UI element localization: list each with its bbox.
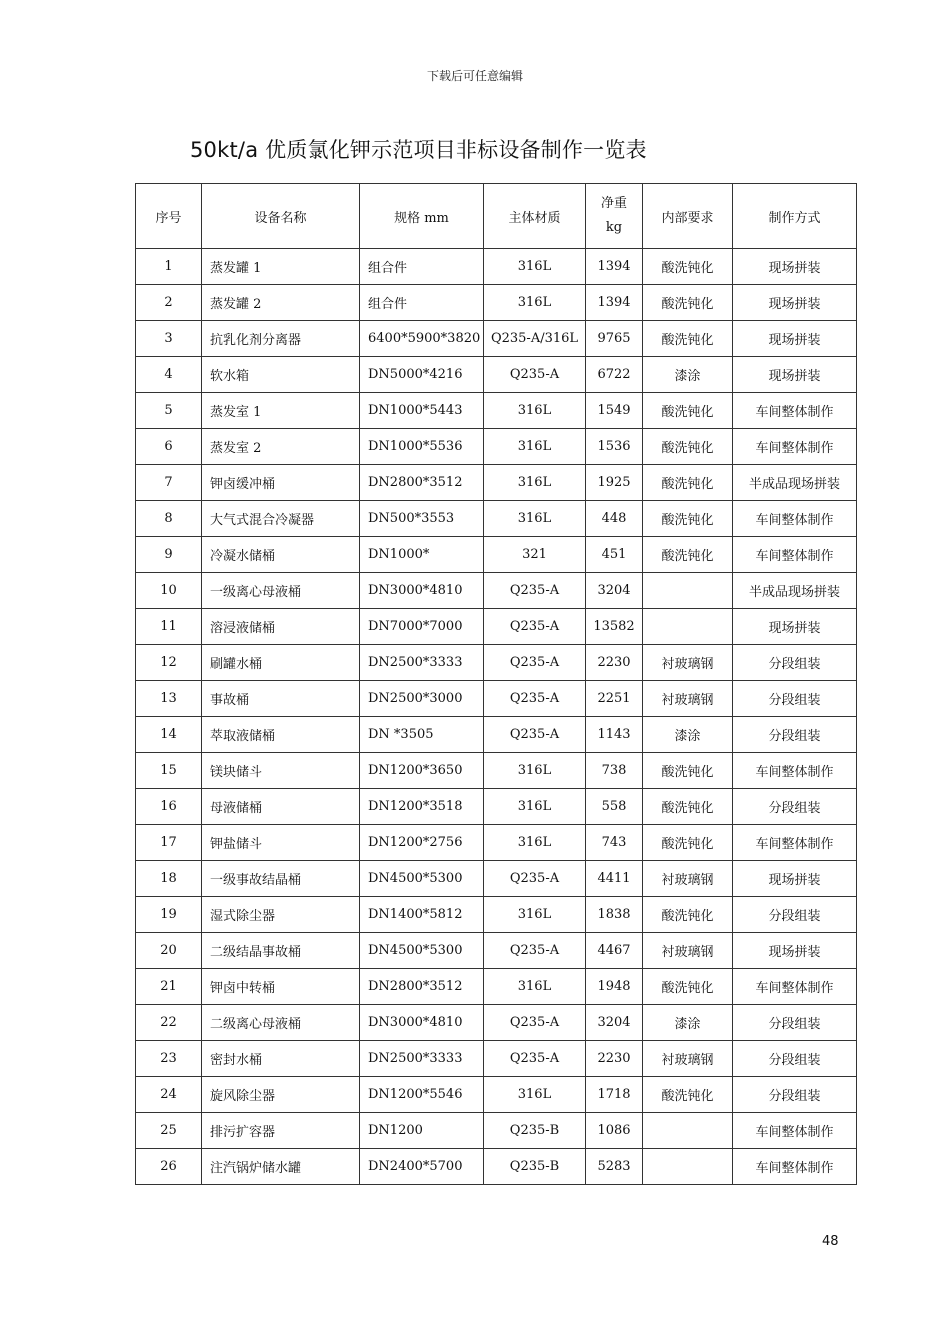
table-row [136, 285, 857, 321]
col-header-internal: 内部要求 [643, 184, 733, 249]
table-header-row [136, 184, 857, 249]
table-row [136, 429, 857, 465]
cell-material: 316L [484, 789, 586, 825]
cell-internal [643, 573, 733, 609]
cell-weight: 1394 [586, 285, 643, 321]
col-header-material: 主体材质 [484, 184, 586, 249]
cell-internal: 漆涂 [643, 357, 733, 393]
cell-material: Q235-A [484, 861, 586, 897]
cell-index: 9 [136, 537, 202, 573]
cell-method: 车间整体制作 [733, 969, 857, 1005]
cell-material: 316L [484, 393, 586, 429]
cell-name: 事故桶 [202, 681, 360, 717]
cell-internal: 酸洗钝化 [643, 465, 733, 501]
cell-spec: DN2500*3333 [360, 1041, 484, 1077]
cell-material: Q235-A [484, 1005, 586, 1041]
cell-spec: DN2400*5700 [360, 1149, 484, 1185]
cell-spec: DN1200*5546 [360, 1077, 484, 1113]
cell-material: 316L [484, 285, 586, 321]
cell-index: 15 [136, 753, 202, 789]
cell-spec: DN1400*5812 [360, 897, 484, 933]
cell-material: Q235-A [484, 1041, 586, 1077]
cell-name: 密封水桶 [202, 1041, 360, 1077]
cell-weight: 2251 [586, 681, 643, 717]
cell-weight: 743 [586, 825, 643, 861]
cell-index: 6 [136, 429, 202, 465]
cell-weight: 1925 [586, 465, 643, 501]
cell-method: 半成品现场拼装 [733, 465, 857, 501]
cell-internal: 酸洗钝化 [643, 393, 733, 429]
cell-spec: DN1200 [360, 1113, 484, 1149]
cell-weight: 4467 [586, 933, 643, 969]
cell-index: 19 [136, 897, 202, 933]
cell-name: 钾卤缓冲桶 [202, 465, 360, 501]
cell-internal [643, 1149, 733, 1185]
cell-material: Q235-A [484, 933, 586, 969]
cell-spec: DN1200*2756 [360, 825, 484, 861]
cell-index: 23 [136, 1041, 202, 1077]
cell-weight: 4411 [586, 861, 643, 897]
cell-spec: DN2500*3333 [360, 645, 484, 681]
cell-method: 车间整体制作 [733, 501, 857, 537]
table-row [136, 1077, 857, 1113]
cell-index: 14 [136, 717, 202, 753]
cell-spec: DN1200*3518 [360, 789, 484, 825]
cell-method: 分段组装 [733, 681, 857, 717]
table-row [136, 861, 857, 897]
cell-internal: 酸洗钝化 [643, 321, 733, 357]
equipment-table [135, 183, 857, 1185]
cell-method: 分段组装 [733, 645, 857, 681]
table-row [136, 897, 857, 933]
cell-spec: DN1000* [360, 537, 484, 573]
cell-name: 抗乳化剂分离器 [202, 321, 360, 357]
cell-index: 3 [136, 321, 202, 357]
cell-internal: 酸洗钝化 [643, 897, 733, 933]
cell-material: Q235-A [484, 681, 586, 717]
cell-name: 蒸发罐 1 [202, 249, 360, 285]
cell-internal: 衬玻璃钢 [643, 1041, 733, 1077]
cell-material: Q235-B [484, 1113, 586, 1149]
cell-weight: 1718 [586, 1077, 643, 1113]
cell-material: 316L [484, 825, 586, 861]
cell-spec: DN *3505 [360, 717, 484, 753]
cell-name: 二级离心母液桶 [202, 1005, 360, 1041]
cell-name: 大气式混合冷凝器 [202, 501, 360, 537]
cell-spec: DN3000*4810 [360, 1005, 484, 1041]
cell-name: 蒸发室 1 [202, 393, 360, 429]
cell-material: 316L [484, 1077, 586, 1113]
cell-method: 分段组装 [733, 897, 857, 933]
cell-index: 4 [136, 357, 202, 393]
cell-name: 蒸发罐 2 [202, 285, 360, 321]
table-row [136, 501, 857, 537]
cell-method: 分段组装 [733, 789, 857, 825]
cell-name: 冷凝水储桶 [202, 537, 360, 573]
cell-internal: 酸洗钝化 [643, 537, 733, 573]
cell-internal: 酸洗钝化 [643, 789, 733, 825]
cell-material: 316L [484, 501, 586, 537]
table-row [136, 573, 857, 609]
cell-spec: DN5000*4216 [360, 357, 484, 393]
cell-name: 蒸发室 2 [202, 429, 360, 465]
cell-internal: 酸洗钝化 [643, 429, 733, 465]
col-header-name: 设备名称 [202, 184, 360, 249]
cell-internal: 衬玻璃钢 [643, 681, 733, 717]
cell-method: 分段组装 [733, 1005, 857, 1041]
cell-material: 316L [484, 249, 586, 285]
table-row [136, 1041, 857, 1077]
col-header-weight: 净重 kg [586, 184, 643, 249]
cell-method: 现场拼装 [733, 285, 857, 321]
cell-internal: 酸洗钝化 [643, 825, 733, 861]
cell-index: 13 [136, 681, 202, 717]
table-row [136, 1005, 857, 1041]
cell-method: 车间整体制作 [733, 537, 857, 573]
cell-weight: 738 [586, 753, 643, 789]
cell-index: 10 [136, 573, 202, 609]
cell-material: 316L [484, 969, 586, 1005]
table-row [136, 969, 857, 1005]
cell-index: 22 [136, 1005, 202, 1041]
cell-index: 8 [136, 501, 202, 537]
cell-weight: 1536 [586, 429, 643, 465]
table-row [136, 1113, 857, 1149]
cell-index: 21 [136, 969, 202, 1005]
cell-method: 车间整体制作 [733, 429, 857, 465]
cell-spec: DN1000*5443 [360, 393, 484, 429]
document-title: 50kt/a 优质氯化钾示范项目非标设备制作一览表 [190, 138, 647, 162]
table-row [136, 645, 857, 681]
table-row [136, 465, 857, 501]
cell-name: 溶浸液储桶 [202, 609, 360, 645]
cell-index: 25 [136, 1113, 202, 1149]
cell-weight: 6722 [586, 357, 643, 393]
cell-index: 1 [136, 249, 202, 285]
table-row [136, 537, 857, 573]
cell-method: 现场拼装 [733, 321, 857, 357]
cell-weight: 1838 [586, 897, 643, 933]
cell-material: Q235-A [484, 573, 586, 609]
cell-name: 钾卤中转桶 [202, 969, 360, 1005]
cell-spec: DN500*3553 [360, 501, 484, 537]
cell-weight: 1549 [586, 393, 643, 429]
cell-index: 7 [136, 465, 202, 501]
table-row [136, 789, 857, 825]
cell-method: 车间整体制作 [733, 825, 857, 861]
col-header-spec: 规格 mm [360, 184, 484, 249]
cell-method: 车间整体制作 [733, 753, 857, 789]
cell-spec: 组合件 [360, 249, 484, 285]
cell-spec: DN4500*5300 [360, 861, 484, 897]
cell-name: 二级结晶事故桶 [202, 933, 360, 969]
cell-weight: 2230 [586, 1041, 643, 1077]
cell-method: 现场拼装 [733, 609, 857, 645]
cell-spec: DN2500*3000 [360, 681, 484, 717]
cell-index: 17 [136, 825, 202, 861]
cell-method: 分段组装 [733, 717, 857, 753]
cell-spec: DN1000*5536 [360, 429, 484, 465]
cell-spec: DN7000*7000 [360, 609, 484, 645]
table-row [136, 681, 857, 717]
cell-index: 2 [136, 285, 202, 321]
table-row [136, 249, 857, 285]
cell-internal [643, 609, 733, 645]
cell-index: 26 [136, 1149, 202, 1185]
cell-name: 一级离心母液桶 [202, 573, 360, 609]
cell-material: Q235-A [484, 609, 586, 645]
table-row [136, 825, 857, 861]
table-row [136, 1149, 857, 1185]
cell-index: 11 [136, 609, 202, 645]
cell-method: 现场拼装 [733, 861, 857, 897]
cell-index: 16 [136, 789, 202, 825]
cell-internal: 酸洗钝化 [643, 249, 733, 285]
cell-name: 母液储桶 [202, 789, 360, 825]
cell-material: 316L [484, 753, 586, 789]
cell-internal: 漆涂 [643, 717, 733, 753]
cell-name: 软水箱 [202, 357, 360, 393]
cell-internal: 酸洗钝化 [643, 1077, 733, 1113]
cell-weight: 451 [586, 537, 643, 573]
cell-index: 18 [136, 861, 202, 897]
cell-method: 车间整体制作 [733, 1113, 857, 1149]
cell-spec: 6400*5900*3820 [360, 321, 484, 357]
cell-material: Q235-A/316L [484, 321, 586, 357]
page-number: 48 [822, 1234, 839, 1249]
cell-weight: 9765 [586, 321, 643, 357]
cell-material: 321 [484, 537, 586, 573]
table-row [136, 609, 857, 645]
cell-material: Q235-A [484, 717, 586, 753]
table-row [136, 753, 857, 789]
cell-name: 萃取液储桶 [202, 717, 360, 753]
cell-spec: 组合件 [360, 285, 484, 321]
table-row [136, 357, 857, 393]
cell-material: Q235-B [484, 1149, 586, 1185]
cell-name: 镁块储斗 [202, 753, 360, 789]
cell-internal: 衬玻璃钢 [643, 861, 733, 897]
cell-method: 现场拼装 [733, 933, 857, 969]
cell-method: 分段组装 [733, 1041, 857, 1077]
cell-material: Q235-A [484, 645, 586, 681]
cell-name: 注汽锅炉储水罐 [202, 1149, 360, 1185]
cell-material: 316L [484, 897, 586, 933]
cell-weight: 2230 [586, 645, 643, 681]
cell-method: 分段组装 [733, 1077, 857, 1113]
cell-method: 半成品现场拼装 [733, 573, 857, 609]
cell-weight: 13582 [586, 609, 643, 645]
cell-weight: 3204 [586, 573, 643, 609]
header-note: 下载后可任意编辑 [426, 69, 523, 83]
cell-spec: DN2800*3512 [360, 465, 484, 501]
table-row [136, 393, 857, 429]
table-body [136, 249, 857, 1185]
cell-weight: 5283 [586, 1149, 643, 1185]
cell-name: 湿式除尘器 [202, 897, 360, 933]
col-header-index: 序号 [136, 184, 202, 249]
table-row [136, 321, 857, 357]
cell-weight: 1948 [586, 969, 643, 1005]
cell-internal: 漆涂 [643, 1005, 733, 1041]
cell-name: 旋风除尘器 [202, 1077, 360, 1113]
cell-index: 24 [136, 1077, 202, 1113]
cell-material: 316L [484, 465, 586, 501]
cell-index: 5 [136, 393, 202, 429]
cell-internal: 酸洗钝化 [643, 969, 733, 1005]
cell-internal: 酸洗钝化 [643, 753, 733, 789]
cell-internal: 衬玻璃钢 [643, 933, 733, 969]
cell-weight: 558 [586, 789, 643, 825]
col-header-method: 制作方式 [733, 184, 857, 249]
cell-weight: 1143 [586, 717, 643, 753]
cell-weight: 1086 [586, 1113, 643, 1149]
cell-spec: DN4500*5300 [360, 933, 484, 969]
cell-internal [643, 1113, 733, 1149]
cell-weight: 448 [586, 501, 643, 537]
cell-name: 刷罐水桶 [202, 645, 360, 681]
cell-spec: DN1200*3650 [360, 753, 484, 789]
cell-internal: 酸洗钝化 [643, 501, 733, 537]
cell-spec: DN3000*4810 [360, 573, 484, 609]
cell-internal: 酸洗钝化 [643, 285, 733, 321]
cell-material: Q235-A [484, 357, 586, 393]
cell-weight: 1394 [586, 249, 643, 285]
cell-method: 现场拼装 [733, 357, 857, 393]
cell-index: 12 [136, 645, 202, 681]
cell-method: 车间整体制作 [733, 1149, 857, 1185]
cell-name: 排污扩容器 [202, 1113, 360, 1149]
cell-index: 20 [136, 933, 202, 969]
cell-weight: 3204 [586, 1005, 643, 1041]
cell-spec: DN2800*3512 [360, 969, 484, 1005]
table-row [136, 717, 857, 753]
cell-name: 钾盐储斗 [202, 825, 360, 861]
table-row [136, 933, 857, 969]
cell-method: 现场拼装 [733, 249, 857, 285]
cell-method: 车间整体制作 [733, 393, 857, 429]
cell-name: 一级事故结晶桶 [202, 861, 360, 897]
cell-internal: 衬玻璃钢 [643, 645, 733, 681]
cell-material: 316L [484, 429, 586, 465]
